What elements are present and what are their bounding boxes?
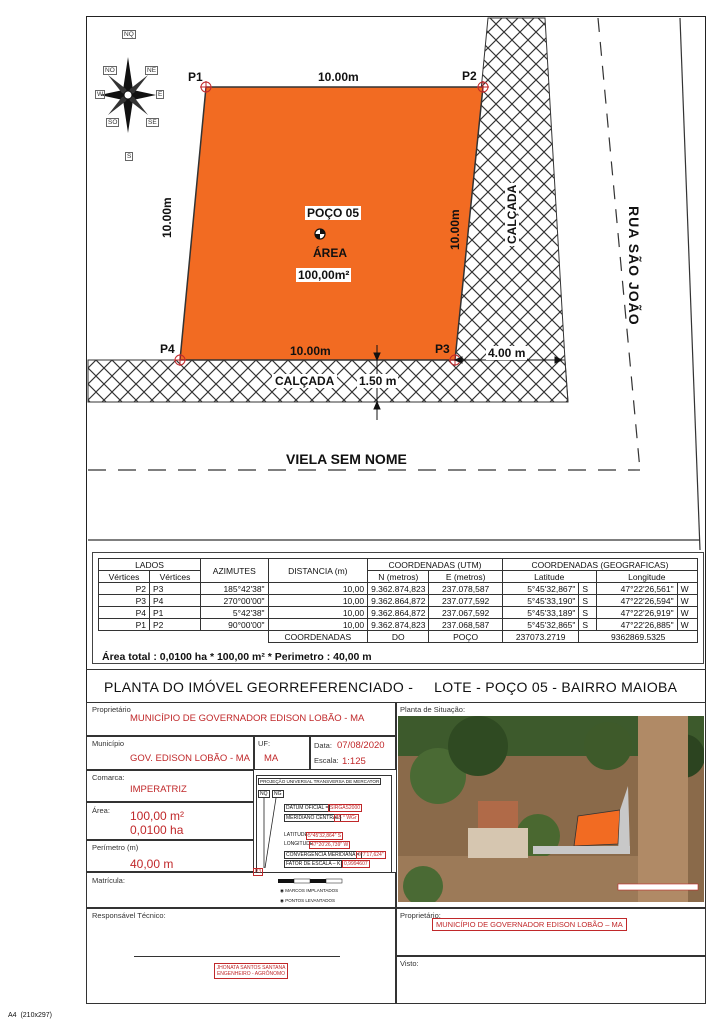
area-label: ÁREA (313, 246, 348, 260)
cell-lond: W (677, 583, 697, 595)
cell-n: 9.362.864,872 (368, 607, 429, 619)
well-coord-n: 9362869.5325 (579, 631, 698, 643)
cell-az: 185°42'38" (201, 583, 269, 595)
lon-label: LONGITUDE (284, 841, 314, 847)
paper-size-label: A4 (210x297) (8, 1012, 52, 1019)
compass-no: NO (105, 67, 115, 74)
cell-d: 10,00 (268, 619, 368, 631)
north-arrows-icon (256, 796, 286, 870)
responsavel-label: Responsável Técnico: (92, 911, 166, 920)
fator-value: 0,9994607 (344, 861, 368, 867)
municipio-label: Município (92, 739, 125, 748)
h-lon: Longitude (596, 571, 697, 583)
table-row (99, 607, 698, 619)
prop2-label: Proprietário: (400, 911, 441, 920)
cell-n: 9.362.874,823 (368, 583, 429, 595)
cell-lon: 47°22'26,919" (596, 607, 677, 619)
well-coord-do: DO (368, 631, 429, 643)
cell-e: 237.067,592 (429, 607, 502, 619)
cell-latd: S (579, 607, 596, 619)
escala-value: 1:125 (342, 756, 366, 767)
well-label: POÇO 05 (307, 206, 360, 220)
lot-area (180, 87, 483, 360)
area-ha: 0,0100 ha (130, 823, 184, 837)
street-label: RUA SÃO JOÃO (626, 206, 642, 326)
cell-d: 10,00 (268, 607, 368, 619)
h-geo: COORDENADAS (GEOGRAFICAS) (502, 559, 697, 571)
cell-b: P1 (150, 607, 201, 619)
compass-nq: NQ (124, 31, 134, 38)
signature-line (134, 956, 340, 957)
cell-d: 10,00 (268, 583, 368, 595)
signature-name: JHONATA SANTOS SANTANA (216, 965, 286, 971)
dim-bottom: 10.00m (290, 344, 331, 358)
cell-lond: W (677, 607, 697, 619)
datum-label: DATUM OFICIAL = (286, 805, 329, 811)
comarca-value: IMPERATRIZ (130, 784, 187, 795)
sidewalk-bottom-label: CALÇADA (272, 374, 337, 388)
perimetro-value: 40,00 m (130, 857, 174, 871)
lon-value: 47°20'26,739" W (311, 842, 349, 848)
block-prop2 (396, 908, 706, 956)
projection-p3: P3 (255, 869, 262, 875)
lat-value: 5°45'32,864" S (308, 833, 342, 839)
lat-label: LATITUDE (284, 832, 308, 838)
legend-marcos-label: MARCOS IMPLANTADOS (285, 888, 339, 893)
compass-so: SO (108, 119, 118, 126)
cell-b: P3 (150, 583, 201, 595)
well-coord-label: COORDENADAS (268, 631, 368, 643)
h-lat: Latitude (502, 571, 596, 583)
cell-lon: 47°22'26,594" (596, 595, 677, 607)
compass-e: E (158, 91, 163, 98)
comarca-label: Comarca: (92, 773, 125, 782)
alley-label: VIELA SEM NOME (282, 451, 411, 467)
uf-value: MA (264, 753, 279, 764)
title-divider (86, 669, 706, 670)
cell-az: 90°00'00" (201, 619, 269, 631)
data-label: Data: (314, 741, 332, 750)
vertex-p4: P4 (160, 342, 175, 356)
legend-pontos: ◉ PONTOS LEVANTADOS (280, 898, 335, 903)
h-e: E (metros) (429, 571, 502, 583)
merid-label: MERIDIANO CENTRAL (286, 815, 340, 821)
cell-n: 9.362.864,872 (368, 595, 429, 607)
compass-se: SE (148, 119, 157, 126)
uf-label: UF: (258, 739, 271, 748)
cell-az: 5°42'38" (201, 607, 269, 619)
compass-ne: NE (147, 67, 157, 74)
cell-latd: S (579, 583, 596, 595)
vertex-p1: P1 (188, 70, 203, 84)
area-label-block: Área: (92, 806, 110, 815)
dist-right: 4.00 m (488, 346, 526, 360)
cell-e: 237.077,592 (429, 595, 502, 607)
cell-lond: W (677, 619, 697, 631)
coordinates-table (98, 558, 698, 643)
cell-lat: 5°45'33,190" (502, 595, 579, 607)
drawing-title: PLANTA DO IMÓVEL GEORREFERENCIADO - LOTE - POÇO 05 - BAIRRO MAIOBA (104, 679, 678, 695)
well-coord-poco: POÇO (429, 631, 502, 643)
north-ng: NG (274, 791, 282, 797)
cell-a: P4 (99, 607, 150, 619)
cell-e: 237.068,587 (429, 619, 502, 631)
area-value: 100,00m² (298, 268, 350, 282)
cell-e: 237.078,587 (429, 583, 502, 595)
merid-value: 45 ° WGr (336, 815, 357, 821)
cell-a: P2 (99, 583, 150, 595)
cell-lat: 5°45'33,189" (502, 607, 579, 619)
situacao-label: Planta de Situação: (400, 705, 466, 714)
well-icon (315, 229, 325, 239)
matricula-label: Matrícula: (92, 876, 125, 885)
h-azimutes: AZIMUTES (201, 559, 269, 583)
h-distancia: DISTANCIA (m) (268, 559, 368, 583)
compass-s: S (127, 153, 132, 160)
h-utm: COORDENADAS (UTM) (368, 559, 503, 571)
h-vertices-1: Vértices (99, 571, 150, 583)
vertex-p3: P3 (435, 342, 450, 356)
table-row (99, 595, 698, 607)
cell-a: P3 (99, 595, 150, 607)
signature-role: ENGENHEIRO - AGRÔNOMO (216, 971, 286, 977)
cell-b: P4 (150, 595, 201, 607)
cell-b: P2 (150, 619, 201, 631)
sidewalk-right-label: CALÇADA (505, 184, 519, 244)
dim-top: 10.00m (318, 70, 359, 84)
scale-bar (278, 877, 358, 885)
conv-value: 0°7'17,624" (358, 852, 384, 858)
h-n: N (metros) (368, 571, 429, 583)
table-row (99, 583, 698, 595)
prop2-value: MUNICÍPIO DE GOVERNADOR EDISON LOBÃO – MA (432, 918, 627, 931)
escala-label: Escala: (314, 756, 339, 765)
well-coord-e: 237073.2719 (502, 631, 579, 643)
perimetro-label: Perímetro (m) (92, 843, 139, 852)
area-m2: 100,00 m² (130, 809, 185, 823)
datum-value: SIRGAS2000 (330, 805, 361, 811)
table-row (99, 619, 698, 631)
cell-lon: 47°22'26,885" (596, 619, 677, 631)
dim-right: 10.00m (448, 209, 462, 250)
dim-left: 10.00m (160, 197, 174, 238)
data-value: 07/08/2020 (337, 740, 385, 751)
cell-latd: S (579, 595, 596, 607)
cell-lat: 5°45'32,865" (502, 619, 579, 631)
cell-az: 270°00'00" (201, 595, 269, 607)
h-vertices-2: Vértices (150, 571, 201, 583)
cell-latd: S (579, 619, 596, 631)
dist-bottom: 1.50 m (359, 374, 397, 388)
cell-a: P1 (99, 619, 150, 631)
cell-lon: 47°22'26,561" (596, 583, 677, 595)
cell-n: 9.362.874,823 (368, 619, 429, 631)
situation-aerial-image (398, 716, 704, 902)
compass-w: W (97, 91, 104, 98)
projection-title: PROJEÇÃO UNIVERSAL TRANSVERSA DE MERCATOR (260, 779, 380, 784)
cell-lond: W (677, 595, 697, 607)
vertex-p2: P2 (462, 69, 477, 83)
signature-box (214, 963, 288, 979)
legend-marcos: ◉ MARCOS IMPLANTADOS (280, 888, 339, 893)
proprietario-value: MUNICÍPIO DE GOVERNADOR EDISON LOBÃO - MA (130, 713, 365, 724)
proprietario-label: Proprietário (92, 705, 131, 714)
fator-label: FATOR DE ESCALA – K (286, 861, 341, 867)
visto-label: Visto: (400, 959, 419, 968)
area-summary: Área total : 0,0100 ha * 100,00 m² * Perimetro : 40,00 m (102, 651, 372, 663)
municipio-value: GOV. EDISON LOBÃO - MA (130, 753, 251, 764)
well-coord-row (99, 631, 698, 643)
cell-d: 10,00 (268, 595, 368, 607)
h-lados: LADOS (99, 559, 201, 571)
cell-lat: 5°45'32,867" (502, 583, 579, 595)
legend-pontos-label: PONTOS LEVANTADOS (285, 898, 335, 903)
conv-label: CONVERGÊNCIA MERIDIANA = (286, 852, 360, 858)
block-visto (396, 956, 706, 1004)
north-nq: NQ (260, 791, 268, 797)
